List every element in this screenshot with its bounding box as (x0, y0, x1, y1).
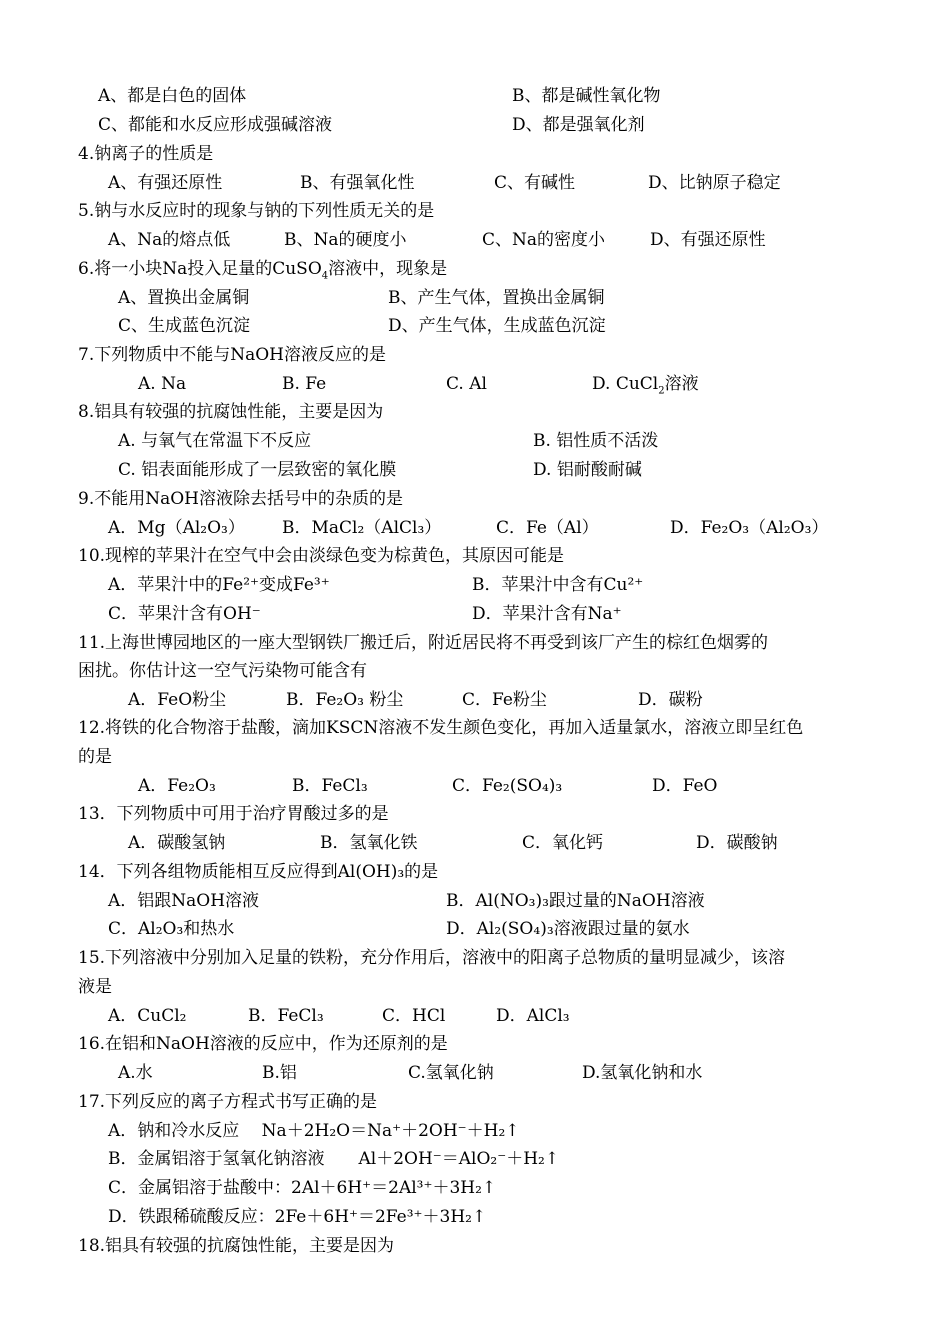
q7-option-b: B. Fe (282, 374, 327, 394)
q6-stem-subscript: 4 (321, 270, 329, 282)
q14-stem: 14．下列各组物质能相互反应得到Al(OH)₃的是 (78, 862, 439, 882)
q12-option-a: A．Fe₂O₃ (138, 776, 216, 796)
q7-stem: 7.下列物质中不能与NaOH溶液反应的是 (78, 345, 386, 365)
q16-option-b: B.铝 (262, 1063, 297, 1083)
q6-option-d: D、产生气体，生成蓝色沉淀 (388, 316, 606, 336)
q6-stem-part2: 溶液中，现象是 (328, 259, 448, 279)
q13-option-b: B．氢氧化铁 (320, 833, 418, 853)
q13-stem: 13．下列物质中可用于治疗胃酸过多的是 (78, 804, 389, 824)
q10-option-a: A．苹果汁中的Fe²⁺变成Fe³⁺ (108, 575, 330, 595)
q17-option-c: C．金属铝溶于盐酸中：2Al＋6H⁺＝2Al³⁺＋3H₂↑ (108, 1178, 497, 1198)
q9-option-a: A．Mg（Al₂O₃） (108, 518, 245, 538)
q13-option-c: C．氧化钙 (522, 833, 604, 853)
q16-option-c: C.氢氧化钠 (408, 1063, 494, 1083)
q14-option-a: A．铝跟NaOH溶液 (108, 891, 260, 911)
q7-option-d (592, 373, 699, 395)
q14-option-b: B．Al(NO₃)₃跟过量的NaOH溶液 (446, 891, 705, 911)
q6-stem-part1: 6.将一小块Na投入足量的CuSO (78, 259, 322, 279)
q5-option-c: C、Na的密度小 (482, 230, 606, 250)
q6-option-a: A、置换出金属铜 (118, 288, 250, 308)
q6-stem (78, 258, 447, 280)
q11-stem-line2: 困扰。你估计这一空气污染物可能含有 (78, 661, 367, 681)
q10-option-b: B．苹果汁中含有Cu²⁺ (472, 575, 644, 595)
q11-stem-line1: 11.上海世博园地区的一座大型钢铁厂搬迁后，附近居民将不再受到该厂产生的棕红色烟雾的 (78, 633, 769, 653)
q9-option-c: C．Fe（Al） (496, 518, 599, 538)
q12-stem-line2: 的是 (78, 747, 112, 767)
q9-option-b: B．MaCl₂（AlCl₃） (282, 518, 442, 538)
q8-option-c: C. 铝表面能形成了一层致密的氧化膜 (118, 460, 397, 480)
q8-option-b: B. 铝性质不活泼 (533, 431, 659, 451)
q6-option-c: C、生成蓝色沉淀 (118, 316, 251, 336)
q7-option-d-subscript: 2 (658, 385, 665, 397)
q17-option-a: A．钠和冷水反应 Na＋2H₂O＝Na⁺＋2OH⁻＋H₂↑ (108, 1121, 520, 1141)
q4-option-a: A、有强还原性 (108, 173, 223, 193)
q11-option-c: C．Fe粉尘 (462, 690, 547, 710)
q12-option-b: B．FeCl₃ (292, 776, 368, 796)
q7-option-a: A. Na (138, 374, 187, 394)
q8-option-a: A. 与氧气在常温下不反应 (118, 431, 312, 451)
q10-stem: 10.现榨的苹果汁在空气中会由淡绿色变为棕黄色，其原因可能是 (78, 546, 565, 566)
q17-option-d: D．铁跟稀硫酸反应：2Fe＋6H⁺＝2Fe³⁺＋3H₂↑ (108, 1207, 487, 1227)
q8-option-d: D. 铝耐酸耐碱 (533, 460, 642, 480)
q7-option-d-part1: D. CuCl (592, 374, 659, 394)
q4-option-d: D、比钠原子稳定 (648, 173, 781, 193)
q5-option-b: B、Na的硬度小 (284, 230, 407, 250)
q4-option-b: B、有强氧化性 (300, 173, 415, 193)
q3-option-c: C、都能和水反应形成强碱溶液 (98, 115, 333, 135)
q11-option-d: D．碳粉 (638, 690, 703, 710)
q4-option-c: C、有碱性 (494, 173, 576, 193)
q16-option-a: A.水 (118, 1063, 153, 1083)
q3-option-b: B、都是碱性氧化物 (512, 86, 661, 106)
q15-stem-line1: 15.下列溶液中分别加入足量的铁粉，充分作用后，溶液中的阳离子总物质的量明显减少，该溶 (78, 948, 786, 968)
q14-option-d: D．Al₂(SO₄)₃溶液跟过量的氨水 (446, 919, 690, 939)
q3-option-d: D、都是强氧化剂 (512, 115, 645, 135)
q12-stem-line1: 12.将铁的化合物溶于盐酸，滴加KSCN溶液不发生颜色变化，再加入适量氯水，溶液立即呈红色 (78, 718, 804, 738)
q7-option-c: C. Al (446, 374, 487, 394)
q11-option-b: B．Fe₂O₃ 粉尘 (286, 690, 404, 710)
q6-option-b: B、产生气体，置换出金属铜 (388, 288, 605, 308)
q4-stem: 4.钠离子的性质是 (78, 144, 214, 164)
q15-stem-line2: 液是 (78, 977, 112, 997)
q5-stem: 5.钠与水反应时的现象与钠的下列性质无关的是 (78, 201, 435, 221)
q14-option-c: C．Al₂O₃和热水 (108, 919, 235, 939)
q8-stem: 8.铝具有较强的抗腐蚀性能，主要是因为 (78, 402, 384, 422)
q9-option-d: D．Fe₂O₃（Al₂O₃） (670, 518, 829, 538)
q13-option-d: D．碳酸钠 (696, 833, 778, 853)
q10-option-c: C．苹果汁含有OH⁻ (108, 604, 261, 624)
q7-option-d-part2: 溶液 (664, 374, 699, 394)
q10-option-d: D．苹果汁含有Na⁺ (472, 604, 622, 624)
q16-option-d: D.氢氧化钠和水 (582, 1063, 703, 1083)
q5-option-d: D、有强还原性 (650, 230, 766, 250)
q12-option-d: D．FeO (652, 776, 718, 796)
q3-option-a: A、都是白色的固体 (98, 86, 247, 106)
q17-stem: 17.下列反应的离子方程式书写正确的是 (78, 1092, 378, 1112)
q16-stem: 16.在铝和NaOH溶液的反应中，作为还原剂的是 (78, 1034, 448, 1054)
q9-stem: 9.不能用NaOH溶液除去括号中的杂质的是 (78, 489, 403, 509)
q13-option-a: A．碳酸氢钠 (128, 833, 226, 853)
q15-option-d: D．AlCl₃ (496, 1006, 570, 1026)
q5-option-a: A、Na的熔点低 (108, 230, 231, 250)
q18-stem: 18.铝具有较强的抗腐蚀性能，主要是因为 (78, 1236, 395, 1256)
q15-option-b: B．FeCl₃ (248, 1006, 324, 1026)
q12-option-c: C．Fe₂(SO₄)₃ (452, 776, 563, 796)
q15-option-a: A．CuCl₂ (108, 1006, 187, 1026)
q15-option-c: C．HCl (382, 1006, 446, 1026)
q11-option-a: A．FeO粉尘 (128, 690, 227, 710)
q17-option-b: B．金属铝溶于氢氧化钠溶液 Al＋2OH⁻＝AlO₂⁻＋H₂↑ (108, 1149, 560, 1169)
